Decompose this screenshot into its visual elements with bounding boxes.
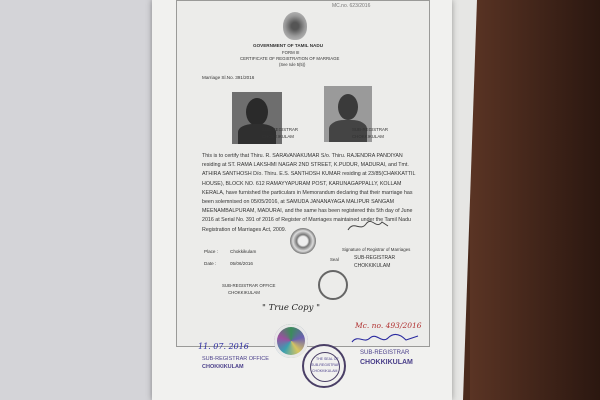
bottom-round-stamp [302,344,346,388]
certificate-title: CERTIFICATE OF REGISTRATION OF MARRIAGE [240,56,340,61]
round-stamp-line-1: THE SEAL OF [316,357,339,361]
registrar-signature-label: Signature of Registrar of Marriages [342,247,411,252]
body-line: ATHIRA SANTHOSH D/o. Thiru. E.S. SANTHOSH KUMAR residing at 23/85(CHAKKATTIL [202,171,416,178]
background-left [0,0,150,400]
true-copy-note: " True Copy " [262,303,321,313]
form-number: FORM III [282,50,300,55]
bottom-registrar-stamp-line-2: CHOKKIKULAM [360,359,413,366]
sub-registrar-stamp-line-2: CHOKKIKULAM [354,263,391,269]
government-seal-stamp [290,228,316,254]
office-stamp-line-1: SUB-REGISTRAR OFFICE [222,283,276,288]
background-wood [470,0,600,400]
body-line: KERALA, have furnished the particulars in Memorandum declaring that their marriage has [202,189,413,196]
handwritten-date: 11. 07. 2016 [198,342,249,351]
true-copy-signature [348,330,428,348]
office-stamp-line-2: CHOKKIKULAM [228,290,260,295]
government-emblem [283,12,307,40]
certificate-body [202,152,434,235]
hologram-seal [274,324,308,358]
body-line: been solemnised on 05/05/2016, at SAMUDA JANANAYAGA MALIPUR SANGAM [202,199,395,206]
header-number: MC.no. 623/2016 [332,3,371,9]
handwritten-mc-number: Mc. no. 493/2016 [355,321,422,330]
registrar-signature [346,218,390,234]
photo-stamp-1-line-2: CHOKKIKULAM [262,134,294,139]
place-value: Chokkikulam [230,249,257,254]
body-line: MEENAMBALPURAM, MADURAI, and the same has been registered this 5th day of June [202,208,413,215]
marriage-serial-number: Marriage Sl.No. 391/2016 [202,75,255,80]
body-line: residing at ST. RAMA LAKSHMI NAGAR 2ND STREET, K.PUDUR, MADURAI, and Tmt. [202,162,409,169]
round-stamp-line-2: SUB-REGISTRAR [311,363,340,367]
body-line: Registration of Marriages Act, 2009. [202,226,287,233]
round-office-stamp [318,270,348,300]
body-line: 2016 at Serial No. 391 of 2016 of Register of Marriages maintained under the Tamil Nadu [202,217,411,224]
bottom-office-stamp-line-2: CHOKKIKULAM [202,364,244,370]
seal-label: Seal [330,257,339,262]
place-label: Place : [204,249,219,254]
date-value: 05/06/2016 [230,261,253,266]
bottom-registrar-stamp-line-1: SUB-REGISTRAR [360,350,410,356]
photo-stamp-1-line-1: SUB-REGISTRAR [262,127,299,132]
body-line: HOUSE), BLOCK NO. 612 RAMAYYAPURAM POST, KARUNAGAPPALLY, KOLLAM [202,180,402,187]
sub-registrar-stamp-line-1: SUB-REGISTRAR [354,255,396,261]
government-heading: GOVERNMENT OF TAMIL NADU [253,43,324,48]
rule-reference: (See rule 5(5)) [279,62,306,67]
round-stamp-line-3: CHOKKIKULAM [312,369,338,373]
photo-stamp-2-line-2: CHOKKIKULAM [352,134,384,139]
photo-stamp-2-line-1: SUB-REGISTRAR [352,127,389,132]
date-label: Date : [204,261,217,266]
bottom-office-stamp-line-1: SUB-REGISTRAR OFFICE [202,356,269,362]
body-line: This is to certify that Thiru. R. SARAVANAKUMAR S/o. Thiru. RAJENDRA PANDIYAN [202,153,403,159]
